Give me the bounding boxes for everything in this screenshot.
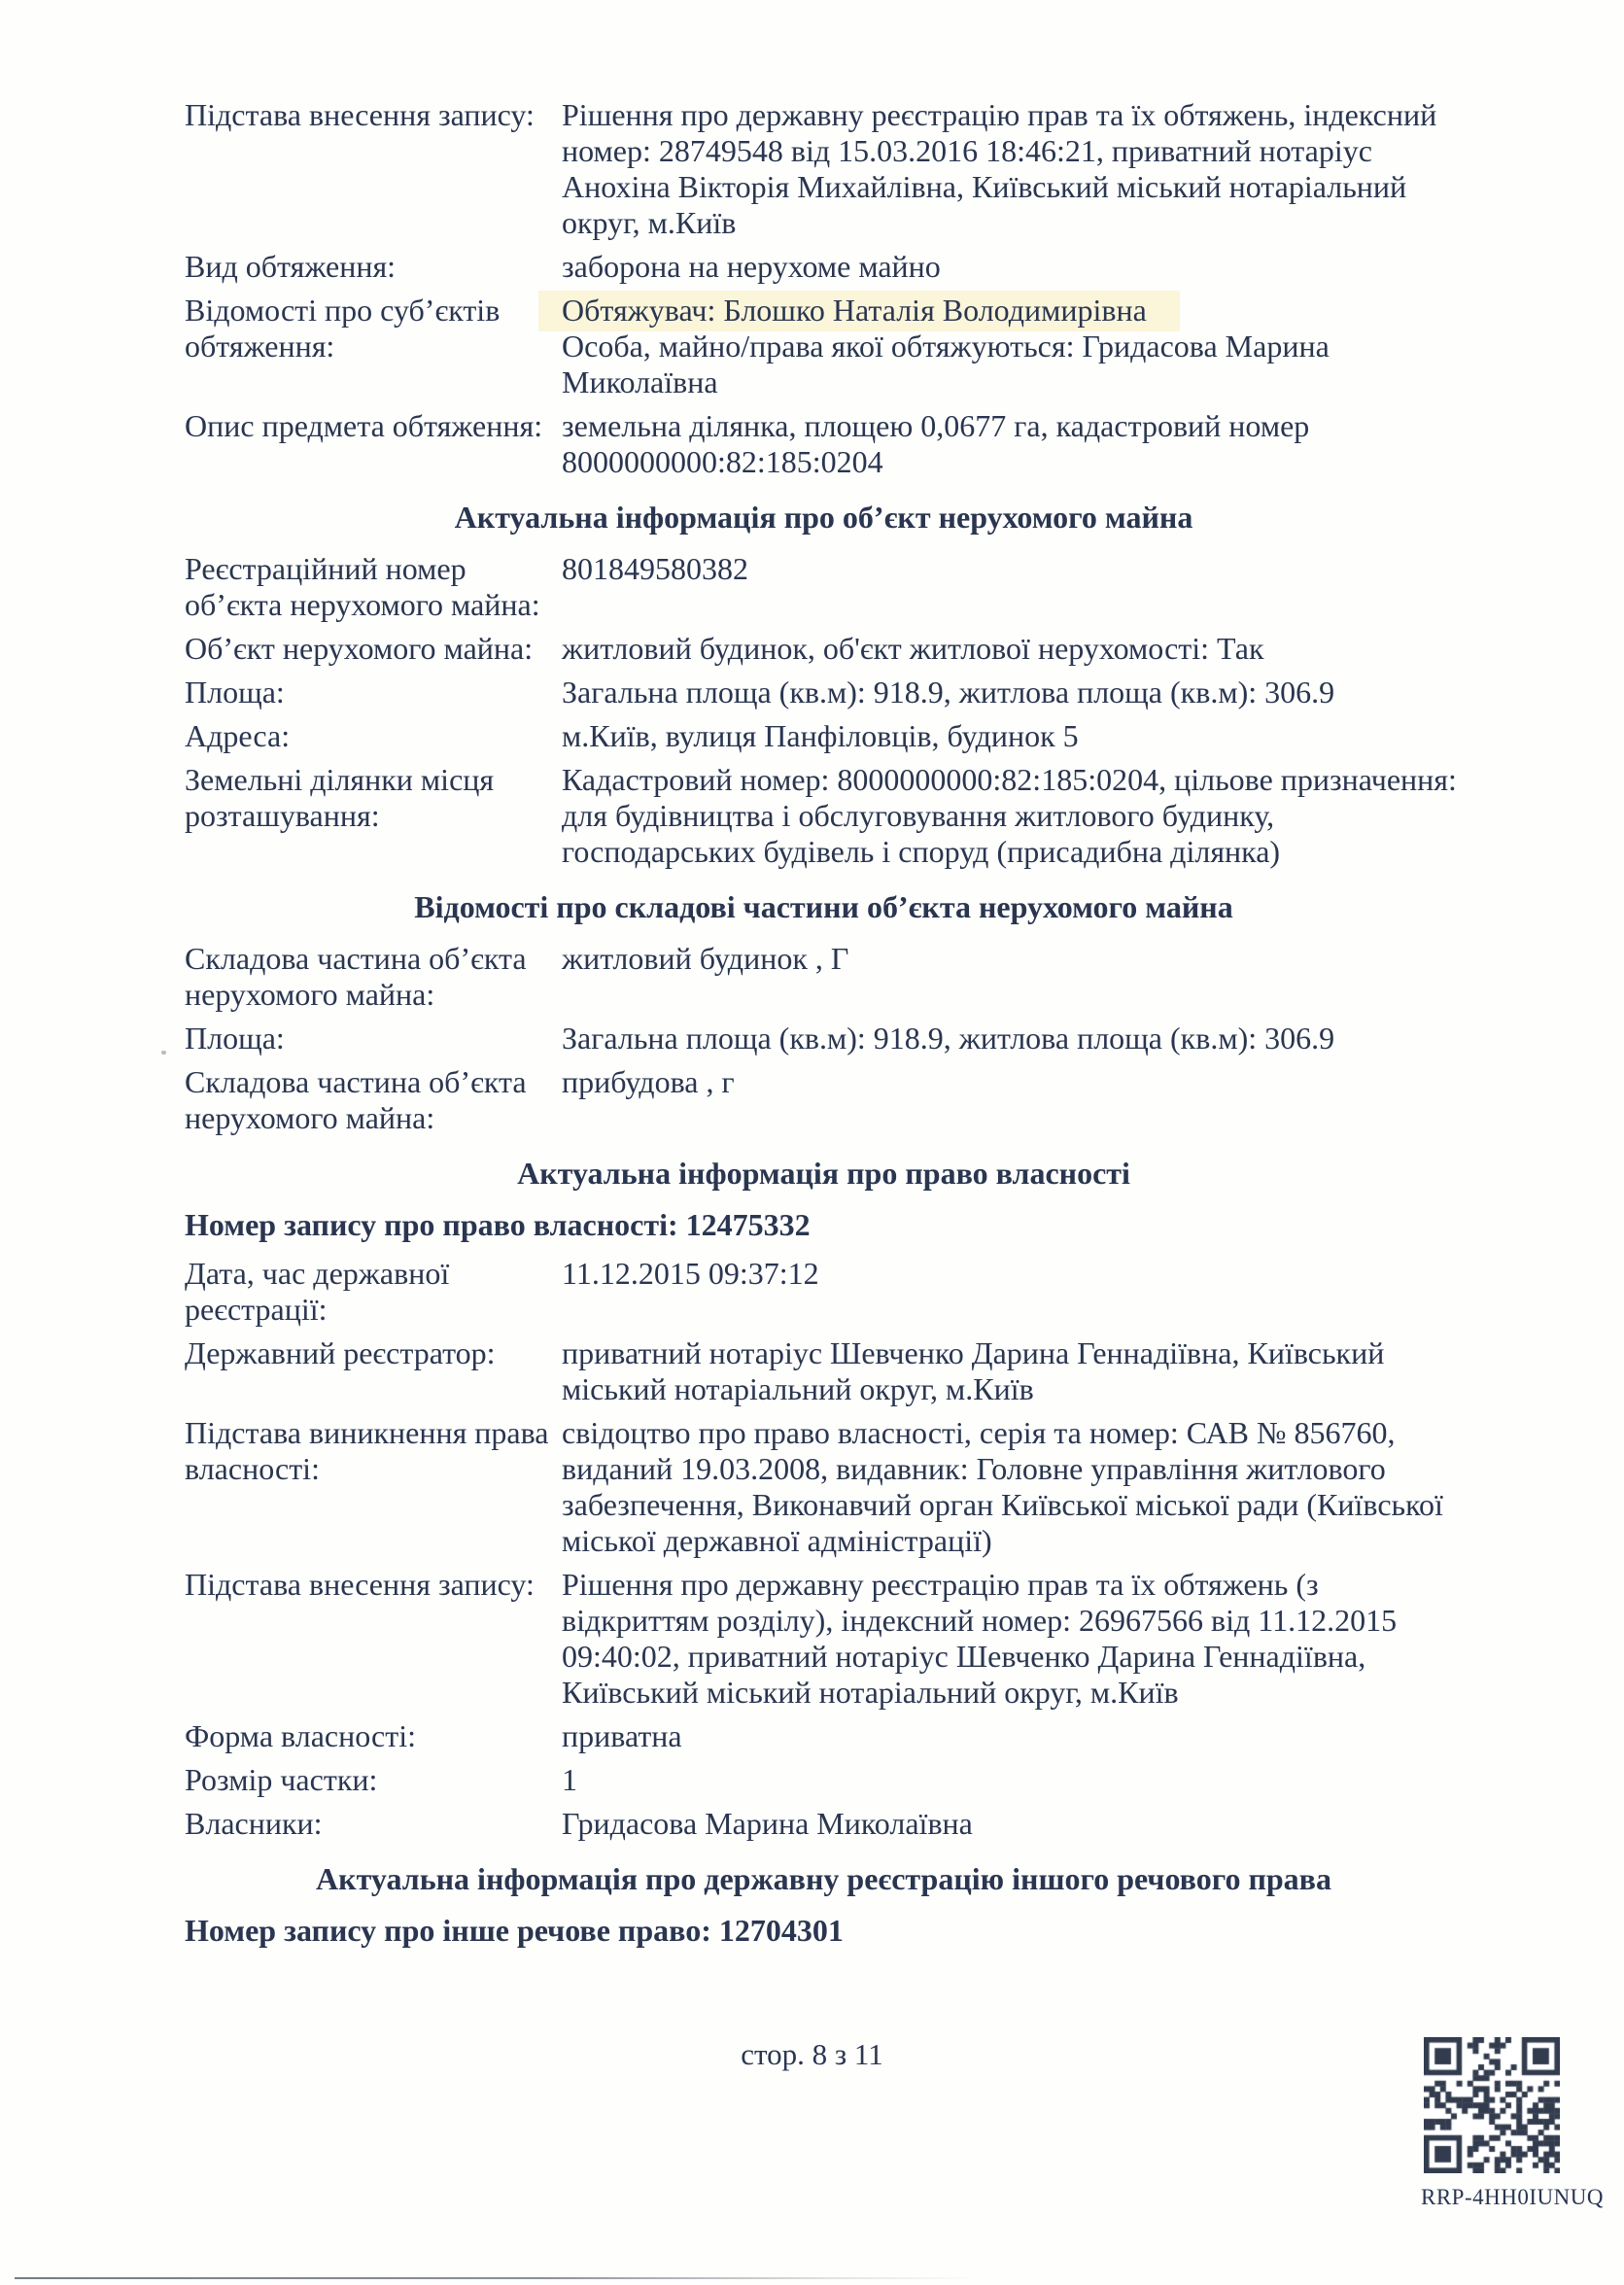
scan-artifact-line <box>15 2277 977 2279</box>
field-row <box>185 631 1463 667</box>
field-row <box>185 408 1463 480</box>
field-value: Загальна площа (кв.м): 918.9, житлова площа (кв.м): 306.9 <box>562 675 1335 710</box>
field-label: Площа: <box>185 675 285 710</box>
field-label: Підстава виникнення права власності: <box>185 1415 549 1486</box>
field-row <box>185 1415 1463 1559</box>
section-title-ownership: Актуальна інформація про право власності <box>517 1156 1130 1191</box>
field-label: Відомості про суб’єктів обтяження: <box>185 293 501 364</box>
field-row <box>185 249 1463 285</box>
field-value: Рішення про державну реєстрацію прав та їх обтяжень, індексний номер: 28749548 від 15.03.2016 18:46:21, приватний нотаріус Анохіна Вікторія Михайлівна, Київський міський нотаріальний округ, м.Київ <box>562 97 1437 240</box>
field-row <box>185 293 1463 400</box>
scan-artifact-speck <box>161 1051 166 1055</box>
highlighted-line <box>562 293 1463 329</box>
field-row <box>185 1256 1463 1328</box>
field-value: 801849580382 <box>562 551 748 586</box>
field-label: Опис предмета обтяження: <box>185 408 543 443</box>
field-value: приватний нотаріус Шевченко Дарина Геннадіївна, Київський міський нотаріальний округ, м.Київ <box>562 1335 1385 1406</box>
field-row <box>185 1567 1463 1711</box>
field-value: Гридасова Марина Миколаївна <box>562 1806 973 1841</box>
field-value: житловий будинок , Г <box>562 941 849 976</box>
qr-code <box>1424 2037 1560 2173</box>
field-value <box>562 293 1463 400</box>
highlighted-text: Обтяжувач: Блошко Наталія Володимирівна <box>538 291 1180 331</box>
field-label: Власники: <box>185 1806 323 1841</box>
page-indicator: стор. 8 з 11 <box>741 2037 883 2071</box>
field-value: заборона на нерухоме майно <box>562 249 941 284</box>
field-value: м.Київ, вулиця Панфіловців, будинок 5 <box>562 718 1079 753</box>
qr-block <box>1421 2037 1604 2210</box>
field-label: Земельні ділянки місця розташування: <box>185 762 495 833</box>
field-row <box>185 718 1463 754</box>
field-value: прибудова , г <box>562 1064 735 1099</box>
field-value: земельна ділянка, площею 0,0677 га, кадастровий номер 8000000000:82:185:0204 <box>562 408 1310 479</box>
field-label: Об’єкт нерухомого майна: <box>185 631 534 666</box>
field-value: житловий будинок, об'єкт житлової нерухомості: Так <box>562 631 1264 666</box>
field-label: Підстава внесення запису: <box>185 1567 535 1602</box>
field-label: Реєстраційний номер об’єкта нерухомого майна: <box>185 551 540 622</box>
field-label: Державний реєстратор: <box>185 1335 496 1370</box>
field-value-text: Особа, майно/права якої обтяжуються: Гридасова Марина Миколаївна <box>562 329 1330 399</box>
field-label: Адреса: <box>185 718 291 753</box>
field-row <box>185 551 1463 623</box>
field-row <box>185 941 1463 1013</box>
field-label: Форма власності: <box>185 1718 416 1753</box>
document-content <box>185 97 1463 1961</box>
field-label: Площа: <box>185 1021 285 1056</box>
field-row <box>185 1806 1463 1842</box>
section-title-components: Відомості про складові частини об’єкта нерухомого майна <box>414 889 1233 924</box>
field-row <box>185 1718 1463 1754</box>
field-label: Складова частина об’єкта нерухомого майна: <box>185 941 527 1012</box>
field-row <box>185 675 1463 710</box>
field-value: свідоцтво про право власності, серія та номер: САВ № 856760, виданий 19.03.2008, видавник: Головне управління житлового забезпечення, Виконавчий орган Київської міської ради (Київської міської державної адміністрації) <box>562 1415 1443 1558</box>
field-label: Дата, час державної реєстрації: <box>185 1256 450 1327</box>
section-title-property-info: Актуальна інформація про об’єкт нерухомого майна <box>454 500 1193 535</box>
field-value: Загальна площа (кв.м): 918.9, житлова площа (кв.м): 306.9 <box>562 1021 1335 1056</box>
field-row <box>185 1021 1463 1056</box>
field-value: Кадастровий номер: 8000000000:82:185:0204, цільове призначення: для будівництва і обслуговування житлового будинку, господарських будівель і споруд (присадибна ділянка) <box>562 762 1457 869</box>
field-label: Складова частина об’єкта нерухомого майна: <box>185 1064 527 1135</box>
qr-code-label: RRP-4HH0IUNUQ <box>1421 2185 1604 2209</box>
field-row <box>185 1335 1463 1407</box>
section-title-other-right: Актуальна інформація про державну реєстрацію іншого речового права <box>316 1861 1331 1896</box>
field-row <box>185 1064 1463 1136</box>
field-value: приватна <box>562 1718 682 1753</box>
field-label: Вид обтяження: <box>185 249 397 284</box>
ownership-record-number: Номер запису про право власності: 12475332 <box>185 1207 811 1242</box>
other-right-record-number: Номер запису про інше речове право: 12704301 <box>185 1913 844 1948</box>
field-label: Розмір частки: <box>185 1762 378 1797</box>
field-value: 11.12.2015 09:37:12 <box>562 1256 819 1291</box>
field-label: Підстава внесення запису: <box>185 97 535 132</box>
field-value: 1 <box>562 1762 577 1797</box>
field-row <box>185 97 1463 241</box>
field-row <box>185 762 1463 870</box>
field-row <box>185 1762 1463 1798</box>
field-value: Рішення про державну реєстрацію прав та їх обтяжень (з відкриттям розділу), індексний номер: 26967566 від 11.12.2015 09:40:02, приватний нотаріус Шевченко Дарина Геннадіївна, Київський міський нотаріальний округ, м.Київ <box>562 1567 1398 1710</box>
